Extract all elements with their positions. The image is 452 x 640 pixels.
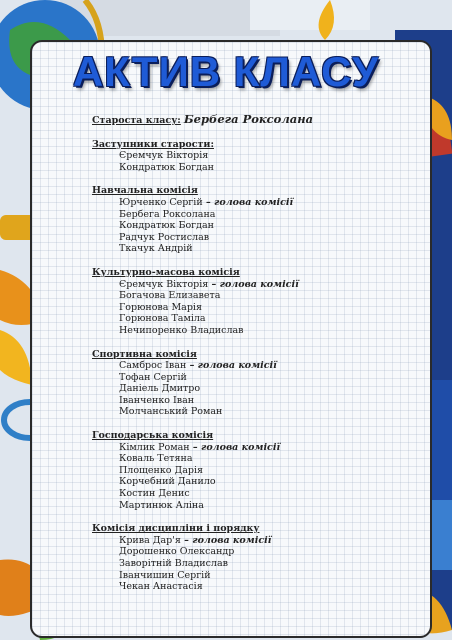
member-row [92,581,392,593]
committee-section [92,185,392,255]
member-name: Заворітній Владислав [119,558,228,569]
member-name: Бербега Роксолана [119,208,216,220]
class-activists-list [92,114,392,593]
member-row [92,476,392,488]
member-name: Кондратюк Богдан [119,220,215,232]
committee-section [92,349,392,419]
member-name: Тофан Сергій [119,371,187,383]
member-role: – голова комісії [180,534,272,546]
autumn-leaf-icon [0,330,32,385]
member-row [92,197,392,209]
member-row [92,220,392,232]
committee-section [92,523,392,593]
member-role: – голова комісії [186,360,277,372]
member-name: Дорошенко Олександр [119,546,235,558]
committee-title: Заступники старости: [92,138,214,150]
member-row [92,442,392,454]
member-name: Мартинюк Аліна [119,499,204,511]
member-row [92,500,392,512]
committee-title: Культурно-масова комісія [92,266,240,278]
member-role: – голова комісії [202,196,294,208]
member-row [92,453,392,465]
member-name: Горюнова Таміла [119,313,206,325]
member-row [92,313,392,325]
member-row [92,279,392,291]
member-name: Юрченко Сергій [119,196,203,208]
member-name: Молчанський Роман [119,406,223,418]
member-name: Площенко Дарія [119,464,204,476]
member-name: Нечипоренко Владислав [119,324,244,336]
member-name: Єремчук Вікторія [119,278,209,290]
member-name: Данiель Дмитро [119,383,201,395]
member-row [92,232,392,244]
member-row [92,570,392,582]
committee-section [92,430,392,511]
member-row [92,535,392,547]
member-row [92,302,392,314]
member-name: Кімлик Роман [119,441,190,453]
page-title: АКТИВ КЛАСУ [72,48,380,95]
member-name: Ткачук Андрій [119,243,193,255]
head-of-class [92,114,392,127]
committee-title: Комісія дисципліни і порядку [92,523,260,535]
member-name: Кондратюк Богдан [119,161,215,173]
member-row [92,406,392,418]
member-name: Єремчук Вікторія [119,150,209,162]
member-name: Костин Денис [119,488,190,500]
member-row [92,243,392,255]
member-row [92,150,392,162]
member-name: Корчебний Данило [119,476,216,488]
committee-title: Господарська комісія [92,430,214,442]
member-name: Чекан Анастасія [119,581,203,593]
committee-title: Спортивна комісія [92,348,197,360]
member-row [92,209,392,221]
committee-section [92,267,392,337]
member-name: Іванченко Іван [119,394,195,406]
member-role: – голова комісії [208,278,299,290]
member-row [92,558,392,570]
member-row [92,290,392,302]
member-row [92,325,392,337]
member-row [92,546,392,558]
member-name: Крива Дар'я [119,534,181,546]
member-row [92,383,392,395]
head-name: Бербега Роксолана [183,112,314,126]
member-row [92,488,392,500]
member-row [92,465,392,477]
member-row [92,372,392,384]
committee-section [92,139,392,174]
member-name: Богачова Елизавета [119,290,221,302]
member-name: Самброс Іван [119,360,187,372]
sections-container [92,139,392,593]
member-name: Горюнова Марія [119,301,202,313]
member-row [92,360,392,372]
member-name: Радчук Ростислав [119,231,210,243]
head-label: Староста класу: [92,115,181,126]
committee-title: Навчальна комісія [92,185,198,197]
member-name: Іванчишин Сергій [119,569,211,581]
member-role: – голова комісії [189,441,281,453]
member-row [92,395,392,407]
member-row [92,162,392,174]
member-name: Коваль Тетяна [119,453,193,465]
